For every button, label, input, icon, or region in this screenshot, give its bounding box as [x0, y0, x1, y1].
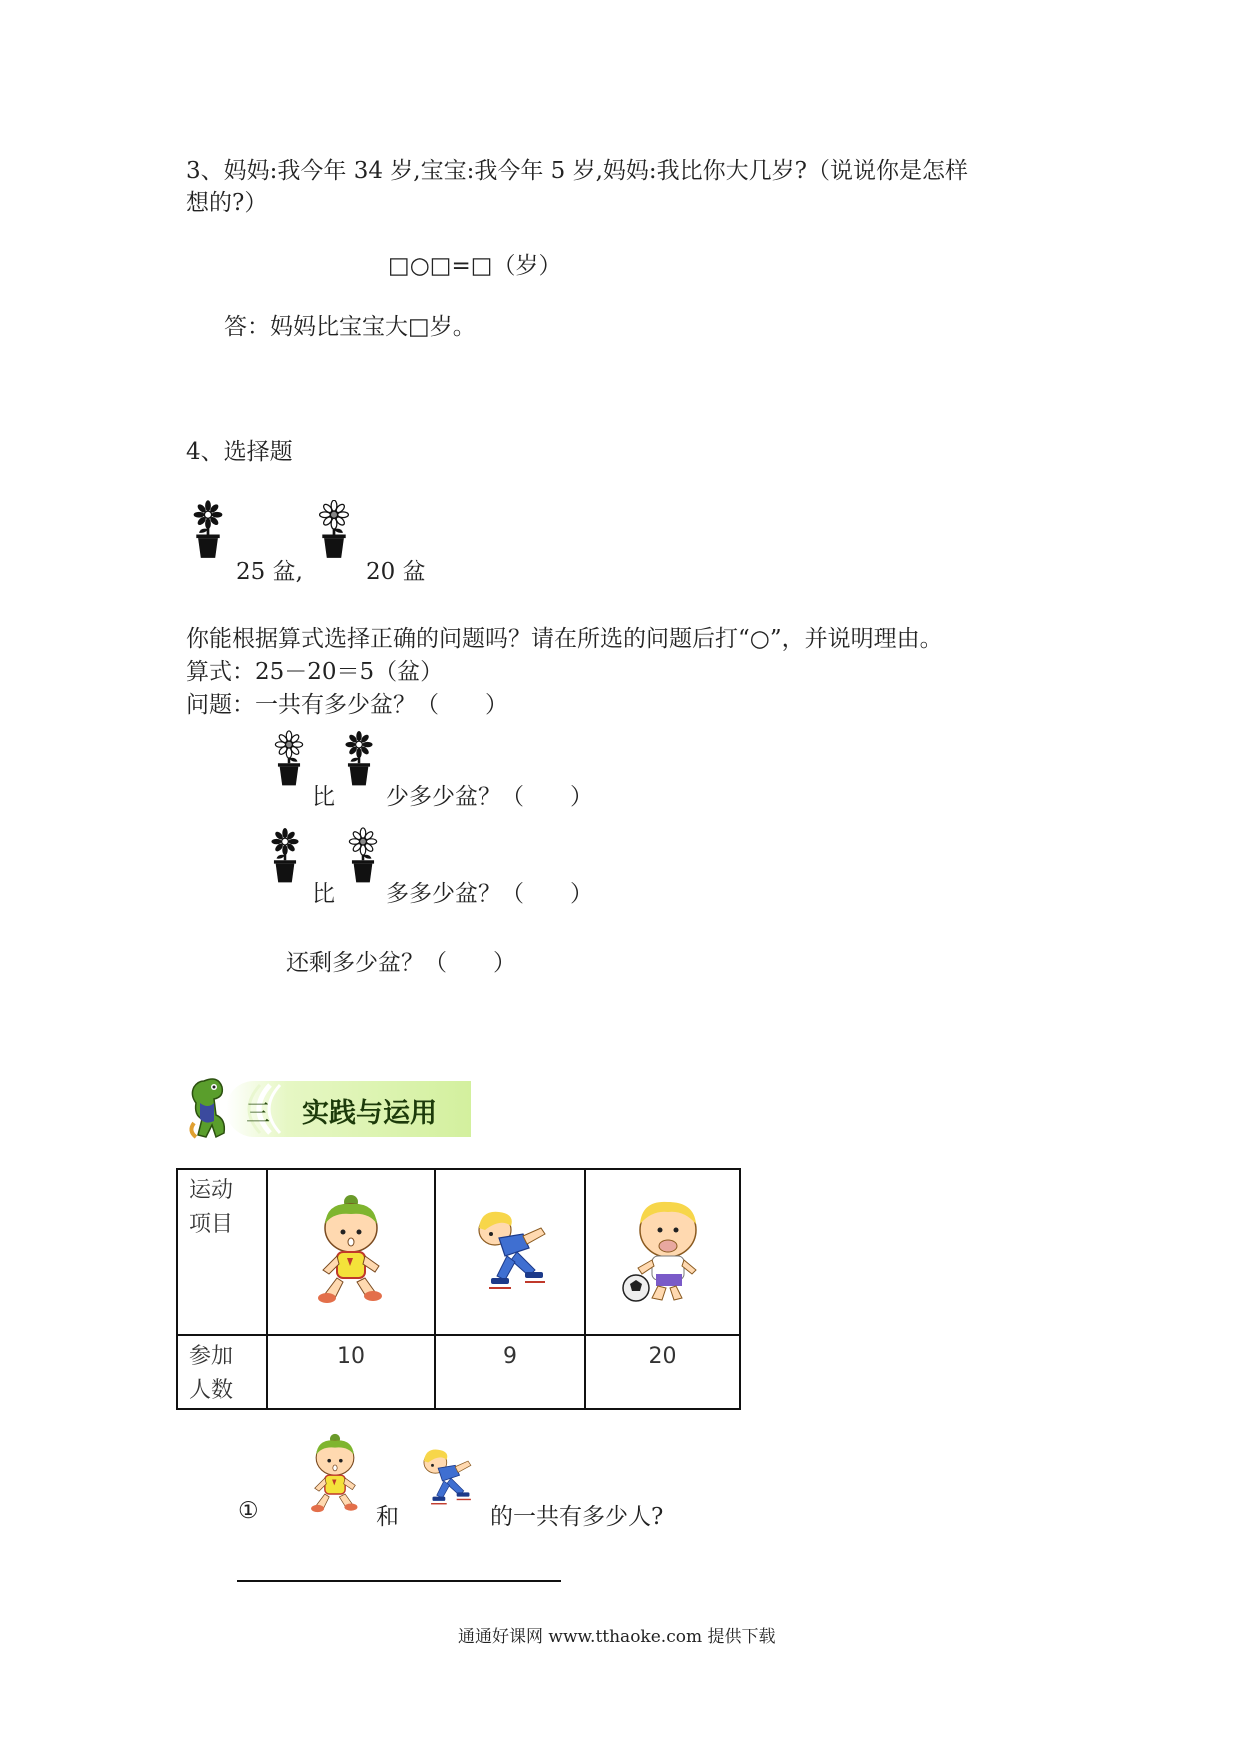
sports-table	[176, 1168, 741, 1410]
table-row	[177, 1169, 740, 1335]
section-banner	[186, 1075, 471, 1141]
running-kid-icon	[311, 1191, 391, 1307]
flowerpot-white-icon	[272, 728, 306, 790]
table-header-cell	[177, 1335, 267, 1409]
q5-connector: 和	[376, 1504, 399, 1530]
table-image-cell	[585, 1169, 740, 1335]
q4-count-b: 20 盆	[366, 559, 426, 585]
q4-option-left: 还剩多少盆？（ ）	[286, 950, 516, 976]
footer-text: 通通好课网 www.tthaoke.com 提供下载	[458, 1627, 776, 1647]
q4-heading: 4、选择题	[186, 439, 293, 465]
q4-formula: 算式：25－20＝5（盆）	[186, 659, 444, 685]
flowerpot-black-icon	[268, 825, 302, 887]
q4-option-more: 多多少盆？（ ）	[386, 881, 593, 907]
table-image-cell	[435, 1169, 585, 1335]
table-image-cell	[267, 1169, 435, 1335]
table-value-cell: 20	[585, 1335, 740, 1409]
flowerpot-black-icon	[342, 728, 376, 790]
q4-instruction: 你能根据算式选择正确的问题吗？请在所选的问题后打“○”，并说明理由。	[186, 626, 943, 652]
running-kid-icon	[306, 1430, 364, 1516]
table-label-line: 运动	[189, 1178, 234, 1203]
flowerpot-white-icon	[346, 825, 380, 887]
skating-kid-icon	[465, 1204, 555, 1294]
q4-count-a: 25 盆,	[236, 559, 303, 585]
table-header-cell	[177, 1169, 267, 1335]
table-label-line: 项目	[189, 1212, 234, 1237]
q3-line2: 想的?）	[186, 190, 268, 216]
skating-kid-icon	[414, 1444, 478, 1508]
q4-question1: 问题：一共有多少盆？（ ）	[186, 692, 508, 718]
soccer-kid-icon	[618, 1192, 708, 1306]
flowerpot-black-icon	[190, 500, 226, 560]
q3-formula: □○□=□（岁）	[388, 253, 562, 279]
q3-answer: 答：妈妈比宝宝大□岁。	[224, 314, 476, 340]
q5-marker: ①	[238, 1498, 259, 1524]
compare-word: 比	[312, 881, 335, 907]
table-label-line: 人数	[189, 1378, 234, 1403]
q5-question: 的一共有多少人?	[490, 1504, 664, 1530]
section-number: 三	[246, 1099, 270, 1127]
table-label-line: 参加	[189, 1344, 234, 1369]
flowerpot-white-icon	[316, 500, 352, 560]
table-value-cell: 9	[435, 1335, 585, 1409]
q4-option-less: 少多少盆？（ ）	[386, 784, 593, 810]
table-value-cell: 10	[267, 1335, 435, 1409]
table-row	[177, 1335, 740, 1409]
answer-line	[237, 1580, 561, 1582]
section-title: 实践与运用	[302, 1098, 437, 1129]
q3-line1: 3、妈妈:我今年 34 岁,宝宝:我今年 5 岁,妈妈:我比你大几岁?（说说你是怎样	[186, 158, 968, 184]
compare-word: 比	[312, 784, 335, 810]
